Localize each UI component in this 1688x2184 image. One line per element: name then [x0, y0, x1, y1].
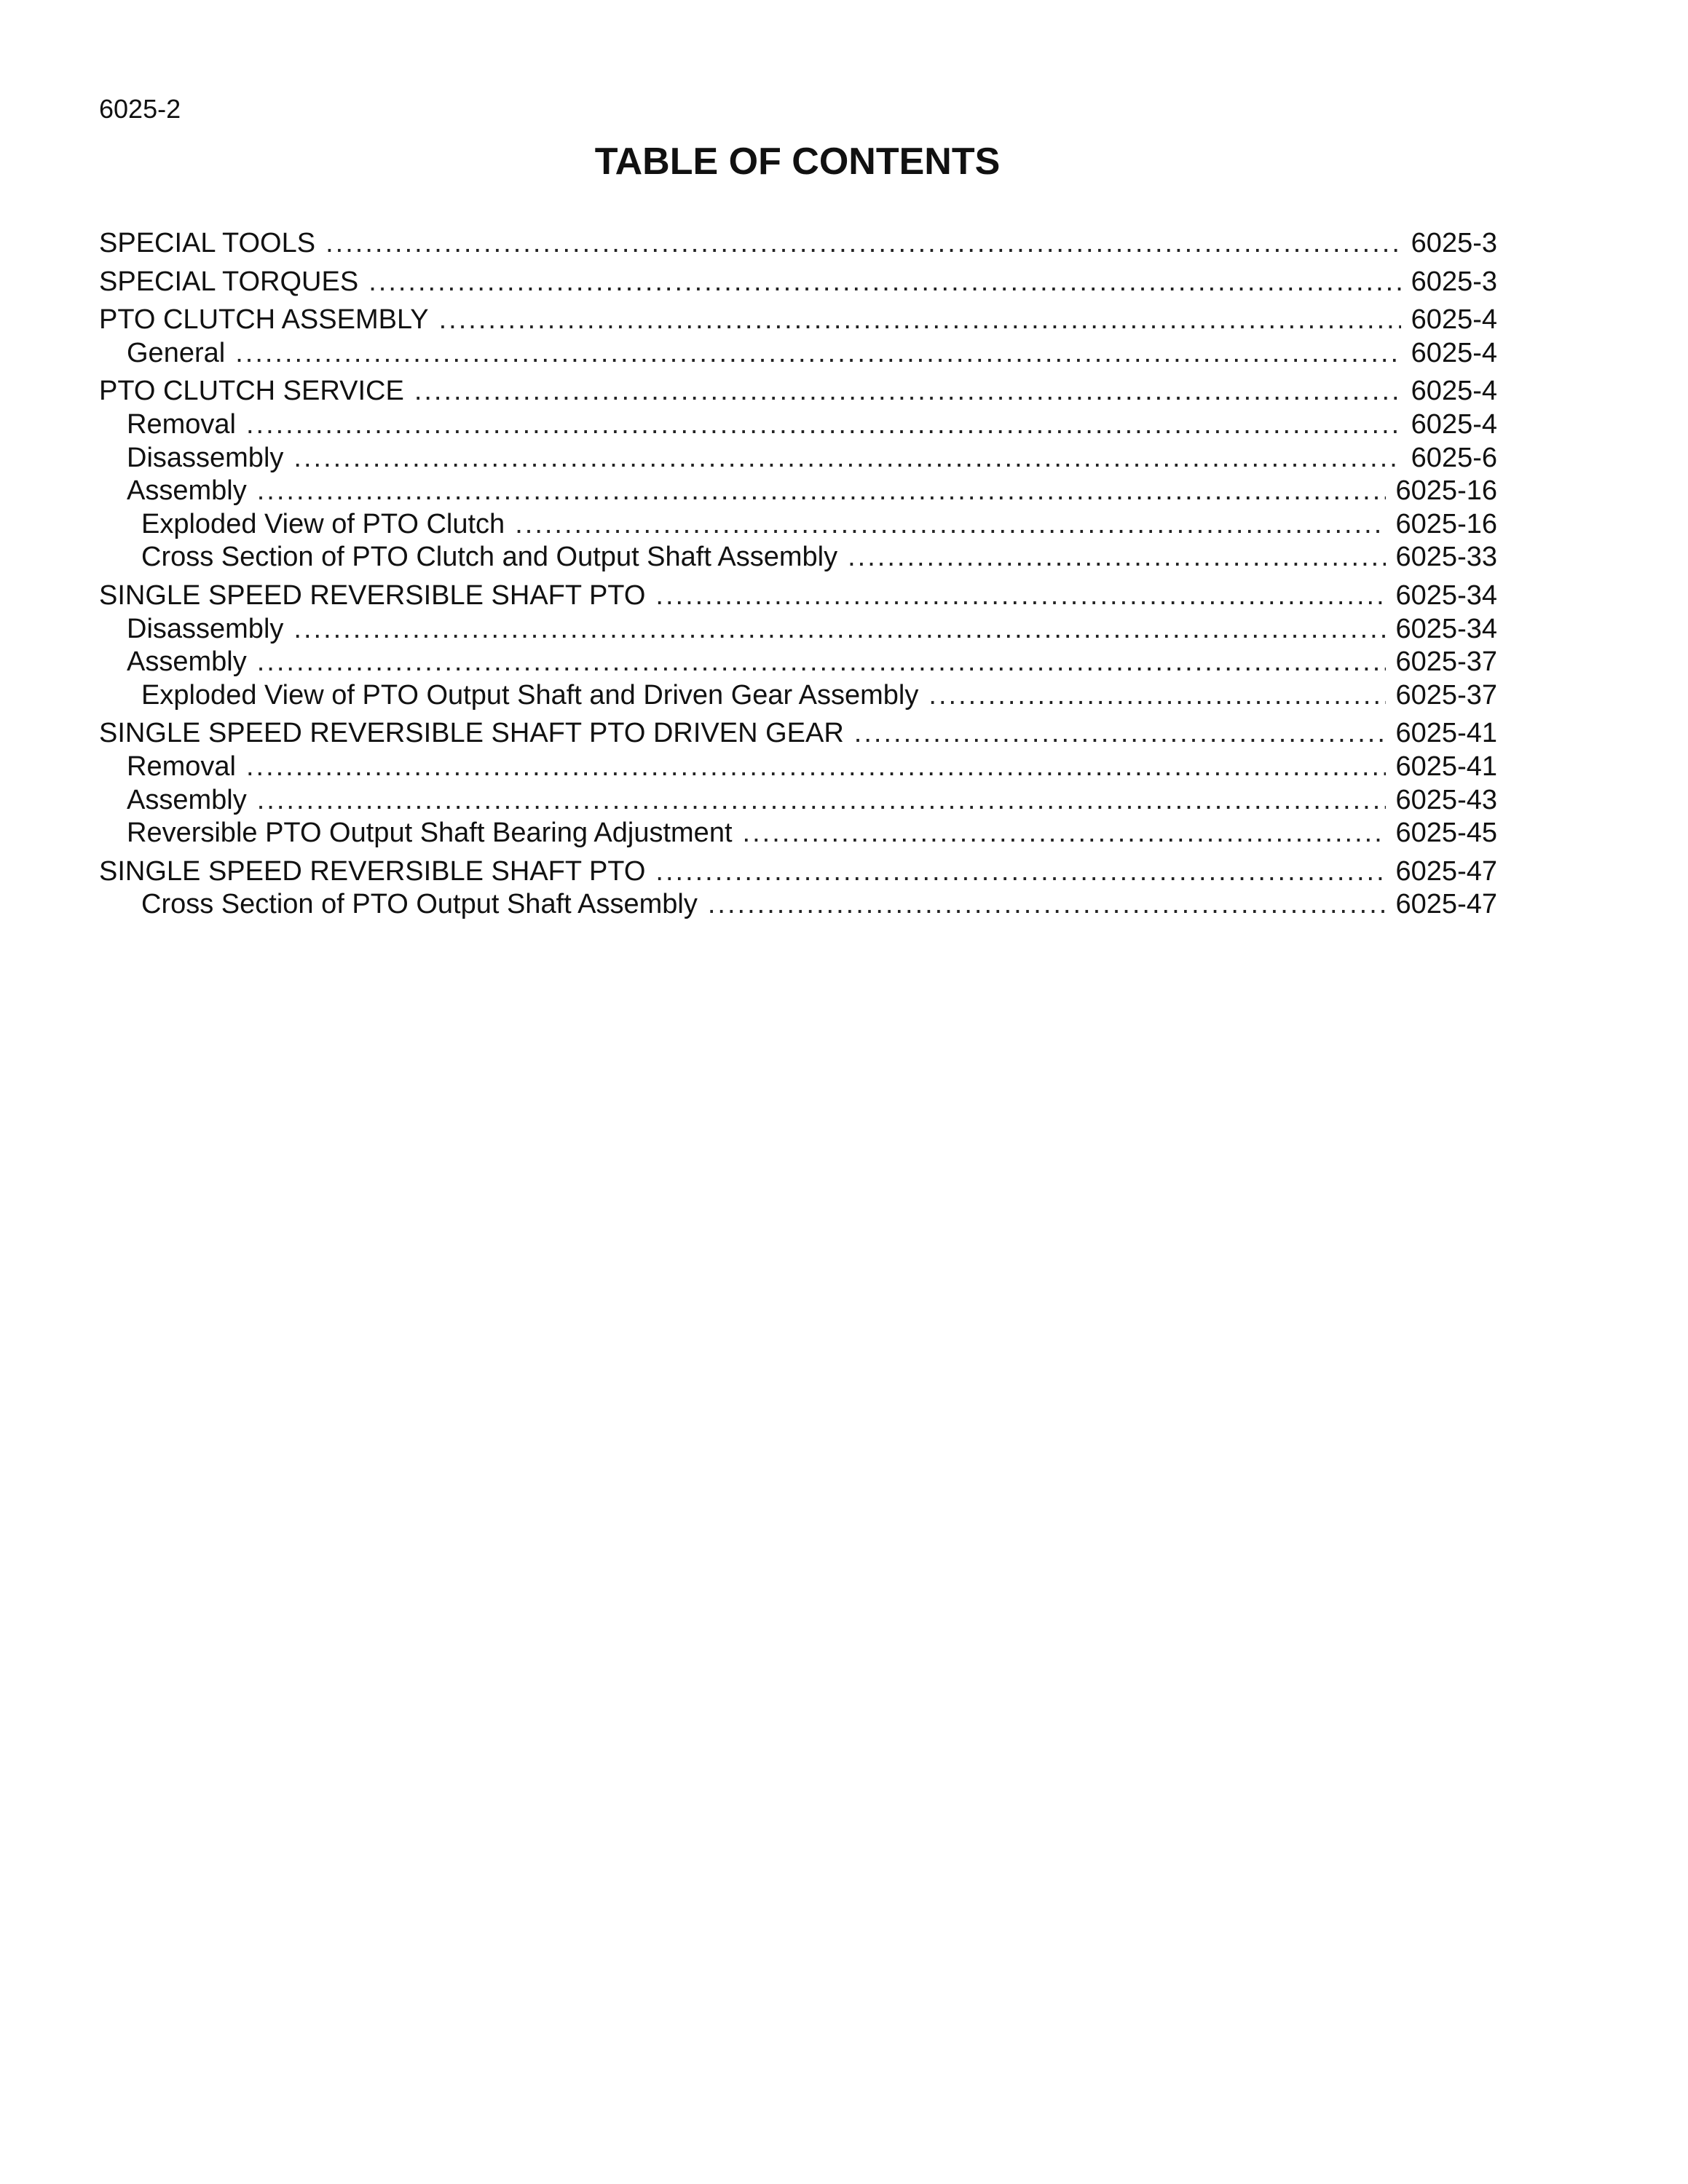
toc-entry-page: 6025-16 — [1395, 508, 1497, 539]
toc-entry-label: SPECIAL TORQUES — [99, 266, 359, 297]
toc-entry[interactable] — [99, 717, 1497, 751]
toc-entry-page: 6025-47 — [1395, 855, 1497, 887]
toc-entry-page: 6025-4 — [1411, 337, 1497, 368]
toc-entry[interactable] — [99, 408, 1497, 442]
toc-entry[interactable] — [99, 646, 1497, 679]
toc-entry-label: Removal — [127, 751, 236, 782]
dot-leader — [439, 304, 1401, 337]
dot-leader — [246, 751, 1386, 784]
dot-leader — [414, 375, 1401, 408]
toc-entry-page: 6025-16 — [1395, 475, 1497, 507]
dot-leader — [655, 579, 1385, 613]
toc-entry-page: 6025-41 — [1395, 751, 1497, 782]
toc-entry-label: SINGLE SPEED REVERSIBLE SHAFT PTO — [99, 579, 646, 611]
toc-entry[interactable] — [99, 337, 1497, 371]
toc-entry[interactable] — [99, 751, 1497, 784]
table-of-contents — [99, 227, 1497, 922]
toc-entry-label: SINGLE SPEED REVERSIBLE SHAFT PTO DRIVEN GEAR — [99, 718, 844, 749]
toc-entry-page: 6025-45 — [1395, 818, 1497, 849]
dot-leader — [246, 408, 1401, 442]
toc-entry-label: SINGLE SPEED REVERSIBLE SHAFT PTO — [99, 855, 646, 887]
dot-leader — [854, 717, 1386, 751]
toc-entry[interactable] — [99, 888, 1497, 922]
toc-entry-label: Assembly — [127, 646, 247, 678]
toc-entry[interactable] — [99, 784, 1497, 818]
toc-entry-page: 6025-4 — [1411, 408, 1497, 440]
toc-entry[interactable] — [99, 304, 1497, 337]
dot-leader — [257, 646, 1386, 679]
toc-entry-label: Assembly — [127, 784, 247, 815]
page-title: TABLE OF CONTENTS — [594, 141, 1001, 183]
dot-leader — [235, 337, 1400, 371]
toc-entry[interactable] — [99, 679, 1497, 713]
dot-leader — [257, 784, 1386, 818]
toc-entry[interactable] — [99, 227, 1497, 261]
toc-entry[interactable] — [99, 375, 1497, 408]
dot-leader — [326, 227, 1401, 261]
toc-entry-page: 6025-4 — [1411, 376, 1497, 407]
toc-entry-label: Reversible PTO Output Shaft Bearing Adjustment — [127, 818, 733, 849]
dot-leader — [743, 817, 1386, 850]
toc-entry-page: 6025-6 — [1411, 442, 1497, 473]
toc-entry[interactable] — [99, 541, 1497, 574]
toc-entry-label: PTO CLUTCH ASSEMBLY — [99, 304, 429, 336]
toc-entry-label: Removal — [127, 408, 236, 440]
page-number: 6025-2 — [99, 94, 181, 124]
toc-entry-page: 6025-34 — [1395, 613, 1497, 644]
toc-entry-page: 6025-37 — [1395, 679, 1497, 711]
toc-entry[interactable] — [99, 475, 1497, 508]
toc-entry[interactable] — [99, 817, 1497, 850]
dot-leader — [293, 442, 1400, 475]
dot-leader — [257, 475, 1386, 508]
toc-entry-label: Exploded View of PTO Clutch — [141, 508, 505, 539]
toc-entry-label: Exploded View of PTO Output Shaft and Driven Gear Assembly — [141, 679, 919, 711]
dot-leader — [928, 679, 1385, 713]
dot-leader — [848, 541, 1385, 574]
toc-entry-page: 6025-43 — [1395, 784, 1497, 815]
toc-entry-label: SPECIAL TOOLS — [99, 228, 316, 258]
toc-entry-page: 6025-34 — [1395, 579, 1497, 611]
dot-leader — [293, 613, 1385, 646]
toc-entry[interactable] — [99, 508, 1497, 542]
toc-entry-label: Disassembly — [127, 613, 284, 644]
toc-entry-page: 6025-41 — [1395, 718, 1497, 749]
toc-entry-page: 6025-3 — [1411, 266, 1497, 297]
toc-entry[interactable] — [99, 266, 1497, 299]
dot-leader — [655, 855, 1385, 889]
toc-entry-label: Cross Section of PTO Clutch and Output Shaft Assembly — [141, 542, 838, 573]
dot-leader — [515, 508, 1385, 542]
toc-entry-label: Cross Section of PTO Output Shaft Assembly — [141, 889, 698, 920]
toc-entry-page: 6025-4 — [1411, 304, 1497, 336]
toc-entry[interactable] — [99, 579, 1497, 613]
toc-entry-page: 6025-3 — [1411, 228, 1497, 258]
toc-entry-page: 6025-33 — [1395, 542, 1497, 573]
toc-entry-label: Assembly — [127, 475, 247, 507]
toc-entry-label: Disassembly — [127, 442, 284, 473]
toc-entry[interactable] — [99, 442, 1497, 475]
toc-entry-page: 6025-37 — [1395, 646, 1497, 678]
toc-entry-label: PTO CLUTCH SERVICE — [99, 376, 404, 407]
toc-entry[interactable] — [99, 855, 1497, 889]
toc-entry-label: General — [127, 337, 226, 368]
toc-entry[interactable] — [99, 613, 1497, 646]
dot-leader — [368, 266, 1400, 299]
dot-leader — [708, 888, 1386, 922]
toc-entry-page: 6025-47 — [1395, 889, 1497, 920]
